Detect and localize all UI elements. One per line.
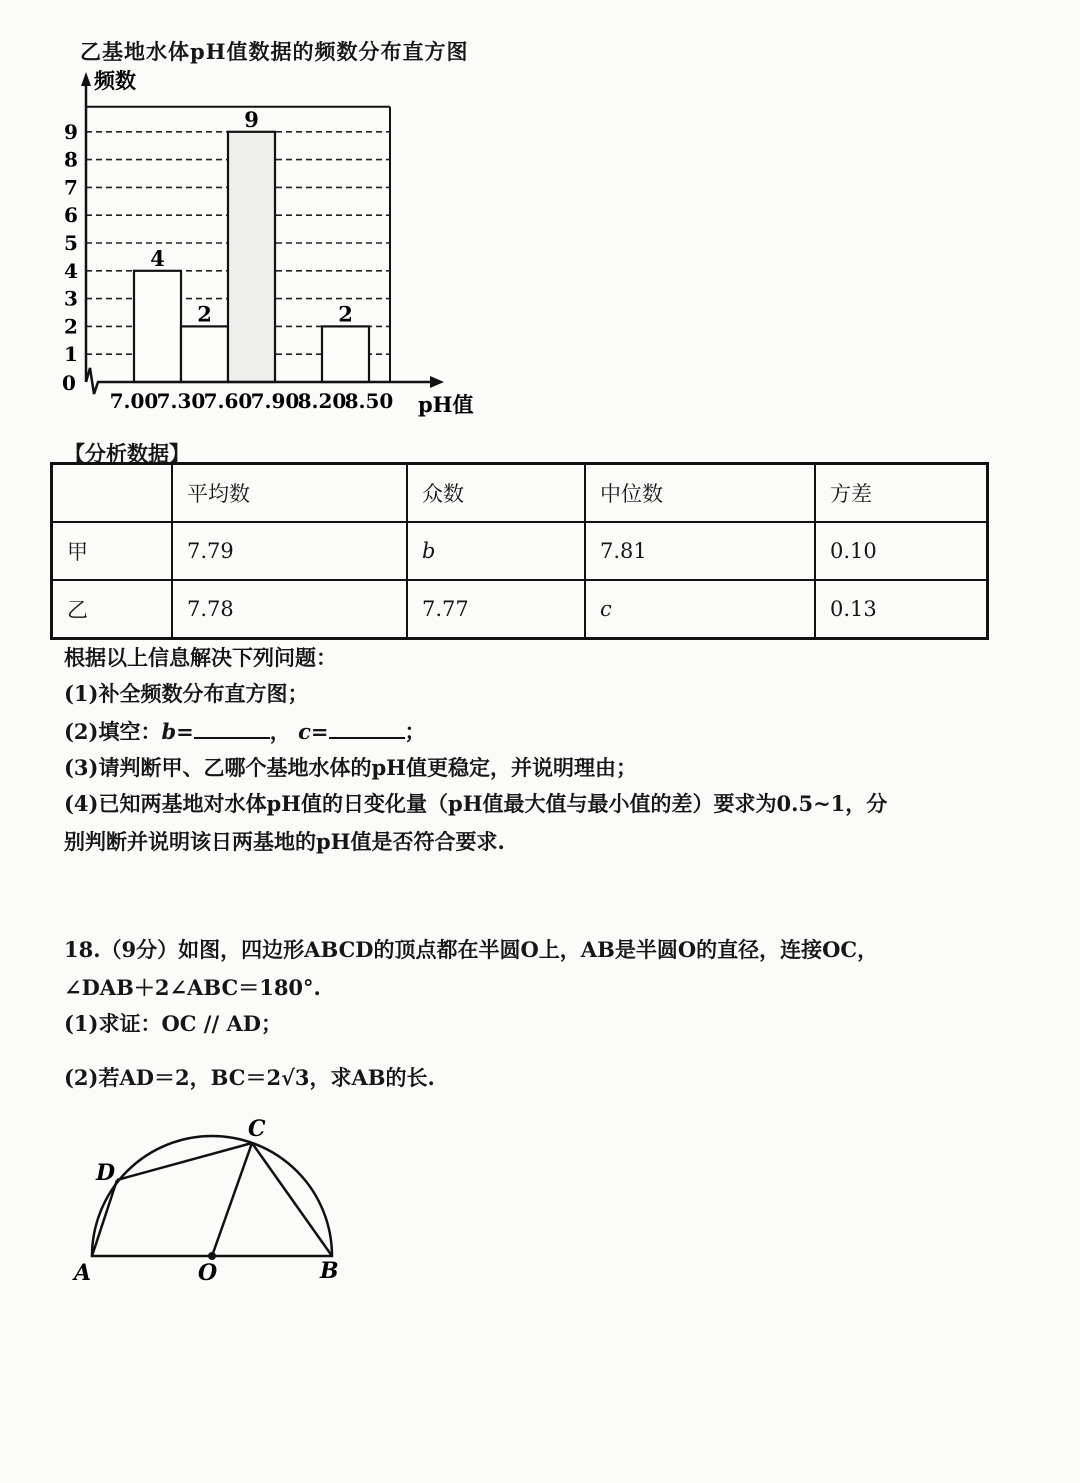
label-O: O <box>198 1260 218 1286</box>
q2-end: ； <box>404 719 426 744</box>
cell-variance: 0.13 <box>815 580 988 639</box>
table-header-row <box>52 464 988 523</box>
histogram-bar <box>228 132 275 382</box>
x-tick-label: 7.90 <box>250 389 300 413</box>
cell-mean: 7.78 <box>172 580 407 639</box>
header-median: 中位数 <box>585 464 815 523</box>
question-2 <box>64 714 426 750</box>
cell-median: c <box>585 580 815 639</box>
question-4-line1: (4)已知两基地对水体pH值的日变化量（pH值最大值与最小值的差）要求为0.5~1，分 <box>64 791 888 816</box>
header-mean: 平均数 <box>172 464 407 523</box>
analysis-label: 【分析数据】 <box>64 441 190 466</box>
bar-value-label: 9 <box>244 106 259 132</box>
y-tick-label: 5 <box>64 231 78 255</box>
bar-value-label: 4 <box>150 245 165 271</box>
y-tick-label: 2 <box>64 314 78 339</box>
cell-median: 7.81 <box>585 522 815 580</box>
analysis-table <box>50 462 989 640</box>
q2-eq-2: = <box>310 719 329 744</box>
y-tick-label: 4 <box>64 258 78 283</box>
bar-value-label: 2 <box>197 301 212 327</box>
y-tick-labels <box>64 120 78 366</box>
q2-sep: ， <box>269 719 291 744</box>
x-axis-arrow <box>430 376 444 388</box>
segment-CO <box>212 1143 252 1256</box>
y-tick-zero: 0 <box>62 371 76 395</box>
semicircle-figure <box>60 1110 380 1290</box>
q2-prefix: (2)填空： <box>64 719 162 744</box>
x-axis-label: pH值 <box>418 392 474 417</box>
x-tick-label: 8.50 <box>344 389 394 413</box>
center-point-O <box>208 1252 216 1260</box>
q2-c: c <box>298 719 311 744</box>
problem18-line2: ∠DAB＋2∠ABC＝180°. <box>64 975 321 1000</box>
problem18-q1: (1)求证：OC // AD； <box>64 1011 282 1036</box>
y-axis-arrow <box>81 72 91 86</box>
histogram-bar <box>181 326 228 382</box>
histogram-bar <box>134 271 181 382</box>
answer-blank-c[interactable] <box>329 719 405 739</box>
label-C: C <box>248 1116 266 1142</box>
questions-intro: 根据以上信息解决下列问题： <box>64 645 337 670</box>
histogram-title: 乙基地水体pH值数据的频数分布直方图 <box>80 39 469 64</box>
answer-blank-b[interactable] <box>194 719 270 739</box>
cell-variance: 0.10 <box>815 522 988 580</box>
q2-b: b <box>161 719 177 744</box>
table-row <box>52 580 988 639</box>
header-mode: 众数 <box>407 464 585 523</box>
histogram-bar <box>322 326 369 382</box>
y-tick-label: 3 <box>64 286 78 311</box>
x-tick-label: 8.20 <box>297 389 347 413</box>
segment-AD <box>92 1180 117 1256</box>
header-empty <box>52 464 173 523</box>
x-tick-label: 7.30 <box>156 389 206 413</box>
x-tick-label: 7.00 <box>109 389 159 413</box>
y-tick-label: 1 <box>64 342 78 367</box>
question-3: (3)请判断甲、乙哪个基地水体的pH值更稳定，并说明理由； <box>64 755 638 780</box>
y-tick-label: 7 <box>64 175 78 200</box>
problem18-q2: (2)若AD＝2，BC＝2√3，求AB的长. <box>64 1065 435 1090</box>
q2-eq: = <box>176 719 194 744</box>
x-tick-label: 7.60 <box>203 389 253 413</box>
y-tick-label: 8 <box>64 147 78 172</box>
label-B: B <box>320 1258 339 1284</box>
x-tick-labels <box>110 389 394 413</box>
histogram-chart <box>52 60 492 430</box>
question-1: (1)补全频数分布直方图； <box>64 681 309 706</box>
y-axis-label: 频数 <box>94 68 136 93</box>
table-row <box>52 522 988 580</box>
header-variance: 方差 <box>815 464 988 523</box>
histogram-bars <box>134 132 369 382</box>
cell-mean: 7.79 <box>172 522 407 580</box>
row-name: 乙 <box>52 580 173 639</box>
label-D: D <box>96 1160 116 1186</box>
bar-value-label: 2 <box>338 301 353 327</box>
problem18-line1: 18.（9分）如图，四边形ABCD的顶点都在半圆O上，AB是半圆O的直径，连接OC， <box>64 937 879 962</box>
question-4-line2: 别判断并说明该日两基地的pH值是否符合要求. <box>64 829 505 854</box>
label-A: A <box>74 1260 92 1286</box>
cell-mode: 7.77 <box>407 580 585 639</box>
y-tick-label: 9 <box>64 119 78 144</box>
row-name: 甲 <box>52 522 173 580</box>
y-tick-label: 6 <box>64 203 78 228</box>
cell-mode: b <box>407 522 585 580</box>
segment-CB <box>252 1143 332 1256</box>
